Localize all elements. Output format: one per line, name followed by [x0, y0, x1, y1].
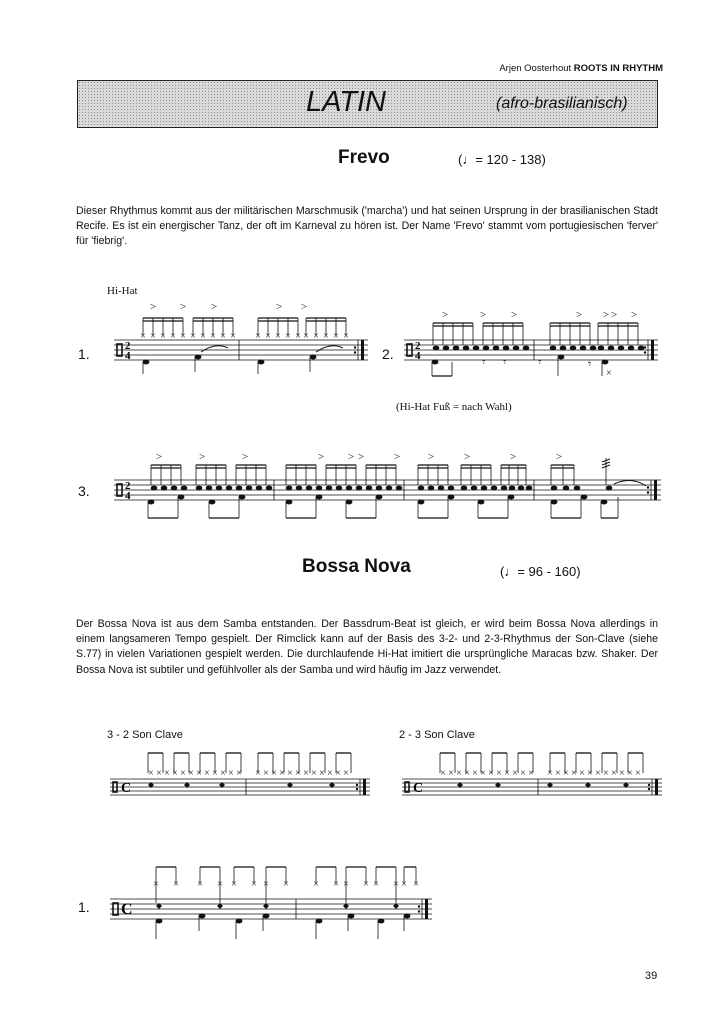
svg-text:×: × — [343, 768, 349, 779]
svg-text:×: × — [343, 331, 349, 342]
svg-text:>: > — [211, 301, 218, 313]
svg-text:>: > — [480, 309, 487, 321]
svg-text:×: × — [333, 331, 339, 342]
svg-text:×: × — [393, 879, 399, 890]
svg-text:×: × — [547, 768, 553, 779]
frevo-example-1-number: 1. — [78, 346, 90, 362]
svg-text:×: × — [156, 768, 162, 779]
chapter-subtitle: (afro-brasilianisch) — [496, 95, 628, 112]
time-signature-top: 2 — [415, 340, 421, 352]
time-signature-top: 2 — [125, 340, 131, 352]
svg-text:>: > — [394, 451, 401, 463]
svg-text:×: × — [275, 331, 281, 342]
svg-text:×: × — [440, 768, 446, 779]
svg-text:×: × — [295, 768, 301, 779]
svg-text:×: × — [472, 768, 478, 779]
svg-text:×: × — [170, 331, 176, 342]
author-name: Arjen Oosterhout — [499, 63, 572, 74]
svg-text:×: × — [611, 768, 617, 779]
svg-text:×: × — [606, 368, 612, 379]
svg-text:×: × — [265, 331, 271, 342]
bossa-nova-tempo: (♩= 96 - 160) — [500, 564, 581, 579]
svg-text:×: × — [323, 331, 329, 342]
svg-text:×: × — [236, 768, 242, 779]
svg-text:×: × — [231, 879, 237, 890]
svg-text:>: > — [576, 309, 583, 321]
svg-text:×: × — [319, 768, 325, 779]
hihat-label: Hi-Hat — [107, 285, 138, 297]
svg-text:×: × — [295, 331, 301, 342]
svg-text:×: × — [343, 879, 349, 890]
frevo-example-3-number: 3. — [78, 483, 90, 499]
svg-text:>: > — [603, 309, 610, 321]
svg-text:>: > — [631, 309, 638, 321]
clave-3-2-staff — [106, 745, 376, 805]
svg-text:𝄾: 𝄾 — [482, 355, 486, 369]
svg-text:×: × — [279, 768, 285, 779]
svg-text:×: × — [480, 768, 486, 779]
time-signature-top: 2 — [125, 480, 131, 492]
svg-text:×: × — [563, 768, 569, 779]
svg-text:×: × — [587, 768, 593, 779]
svg-text:×: × — [313, 879, 319, 890]
svg-text:×: × — [373, 879, 379, 890]
common-time-sign: C — [121, 781, 132, 796]
svg-text:×: × — [220, 331, 226, 342]
svg-text:>: > — [276, 301, 283, 313]
svg-text:×: × — [579, 768, 585, 779]
svg-text:×: × — [283, 879, 289, 890]
svg-text:×: × — [255, 768, 261, 779]
svg-text:×: × — [627, 768, 633, 779]
page-number: 39 — [645, 970, 658, 982]
svg-text:×: × — [228, 768, 234, 779]
svg-text:×: × — [153, 879, 159, 890]
svg-text:×: × — [595, 768, 601, 779]
svg-text:×: × — [619, 768, 625, 779]
svg-text:×: × — [197, 879, 203, 890]
bossa-example-1-staff — [106, 855, 436, 945]
svg-text:>: > — [348, 451, 355, 463]
svg-text:×: × — [271, 768, 277, 779]
svg-text:×: × — [456, 768, 462, 779]
svg-text:>: > — [510, 451, 517, 463]
clave-3-2-label: 3 - 2 Son Clave — [107, 729, 183, 741]
svg-text:>: > — [242, 451, 249, 463]
svg-text:×: × — [401, 879, 407, 890]
svg-text:×: × — [512, 768, 518, 779]
svg-text:×: × — [173, 879, 179, 890]
svg-text:×: × — [160, 331, 166, 342]
svg-text:×: × — [172, 768, 178, 779]
svg-text:×: × — [148, 768, 154, 779]
svg-text:×: × — [140, 331, 146, 342]
chapter-title: LATIN — [305, 86, 387, 118]
frevo-example-3-staff — [106, 440, 671, 535]
svg-text:>: > — [199, 451, 206, 463]
svg-text:×: × — [287, 768, 293, 779]
svg-text:>: > — [611, 309, 618, 321]
svg-text:×: × — [210, 331, 216, 342]
svg-text:×: × — [335, 768, 341, 779]
svg-text:×: × — [204, 768, 210, 779]
svg-text:×: × — [303, 768, 309, 779]
svg-text:×: × — [164, 768, 170, 779]
frevo-example-2-number: 2. — [382, 346, 394, 362]
bossa-nova-description: Der Bossa Nova ist aus dem Samba entstanden. Der Bassdrum-Beat ist gleich, er wird beim Bossa Nova allerdings in einem langsameren Tempo gespielt. Der Rimclick kann auf der Basis des 3-2- und 2-3-Rhythmus der Son-Clave (siehe S.77) in vielen Variationen gespielt werden. Die durchlaufende Hi-Hat imitiert die ursprüngliche Maracas bzw. Shaker. Der Bossa Nova ist subtiler und gefühlvoller als der Samba und wird häufig im Jazz verwendet. — [76, 618, 658, 676]
svg-text:>: > — [156, 451, 163, 463]
svg-text:×: × — [488, 768, 494, 779]
svg-text:×: × — [603, 768, 609, 779]
svg-text:×: × — [504, 768, 510, 779]
svg-text:×: × — [263, 768, 269, 779]
svg-text:×: × — [363, 879, 369, 890]
svg-text:>: > — [358, 451, 365, 463]
svg-text:×: × — [255, 331, 261, 342]
svg-text:×: × — [190, 331, 196, 342]
svg-text:×: × — [188, 768, 194, 779]
frevo-description: Dieser Rhythmus kommt aus der militärischen Marschmusik ('marcha') und hat seinen Ursprung in der brasilianischen Stadt Recife. Es ist ein energischer Tanz, der oft im Karneval zu hören ist. Der Name 'Frevo' stammt vom portugiesischen 'ferver' für 'fiebrig'. — [76, 205, 658, 248]
svg-text:×: × — [180, 331, 186, 342]
svg-text:>: > — [464, 451, 471, 463]
svg-text:×: × — [327, 768, 333, 779]
svg-text:>: > — [511, 309, 518, 321]
time-signature-bottom: 4 — [415, 350, 421, 362]
svg-text:×: × — [196, 768, 202, 779]
svg-text:×: × — [230, 331, 236, 342]
svg-text:×: × — [150, 331, 156, 342]
svg-text:×: × — [251, 879, 257, 890]
bossa-example-1-number: 1. — [78, 899, 90, 915]
svg-text:×: × — [311, 768, 317, 779]
bossa-nova-title: Bossa Nova — [302, 556, 411, 577]
hihat-foot-note: (Hi-Hat Fuß = nach Wahl) — [396, 401, 512, 413]
svg-text:×: × — [496, 768, 502, 779]
clave-2-3-label: 2 - 3 Son Clave — [399, 729, 475, 741]
svg-text:×: × — [520, 768, 526, 779]
svg-text:×: × — [413, 879, 419, 890]
svg-text:×: × — [555, 768, 561, 779]
svg-text:×: × — [635, 768, 641, 779]
time-signature-bottom: 4 — [125, 350, 131, 362]
svg-text:×: × — [571, 768, 577, 779]
svg-text:×: × — [303, 331, 309, 342]
svg-text:×: × — [220, 768, 226, 779]
svg-text:𝄾: 𝄾 — [588, 357, 592, 371]
svg-text:×: × — [212, 768, 218, 779]
svg-text:>: > — [180, 301, 187, 313]
svg-text:>: > — [428, 451, 435, 463]
running-header — [499, 63, 663, 74]
svg-text:𝄾: 𝄾 — [538, 355, 542, 369]
frevo-title: Frevo — [338, 147, 390, 168]
svg-text:×: × — [217, 879, 223, 890]
book-title: ROOTS IN RHYTHM — [573, 63, 663, 74]
svg-text:×: × — [464, 768, 470, 779]
common-time-sign: C — [121, 901, 133, 918]
frevo-example-2-staff — [398, 290, 668, 385]
time-signature-bottom: 4 — [125, 490, 131, 502]
svg-text:×: × — [333, 879, 339, 890]
svg-text:>: > — [318, 451, 325, 463]
svg-text:×: × — [528, 768, 534, 779]
frevo-example-1-staff — [106, 290, 376, 380]
svg-text:>: > — [150, 301, 157, 313]
svg-text:>: > — [442, 309, 449, 321]
common-time-sign: C — [413, 781, 424, 796]
svg-text:×: × — [313, 331, 319, 342]
svg-text:𝄾: 𝄾 — [503, 355, 507, 369]
svg-text:×: × — [180, 768, 186, 779]
svg-text:>: > — [301, 301, 308, 313]
svg-text:×: × — [200, 331, 206, 342]
svg-text:>: > — [556, 451, 563, 463]
frevo-tempo: (♩= 120 - 138) — [458, 152, 546, 167]
svg-text:×: × — [448, 768, 454, 779]
svg-text:×: × — [285, 331, 291, 342]
svg-text:×: × — [263, 879, 269, 890]
clave-2-3-staff — [398, 745, 668, 805]
